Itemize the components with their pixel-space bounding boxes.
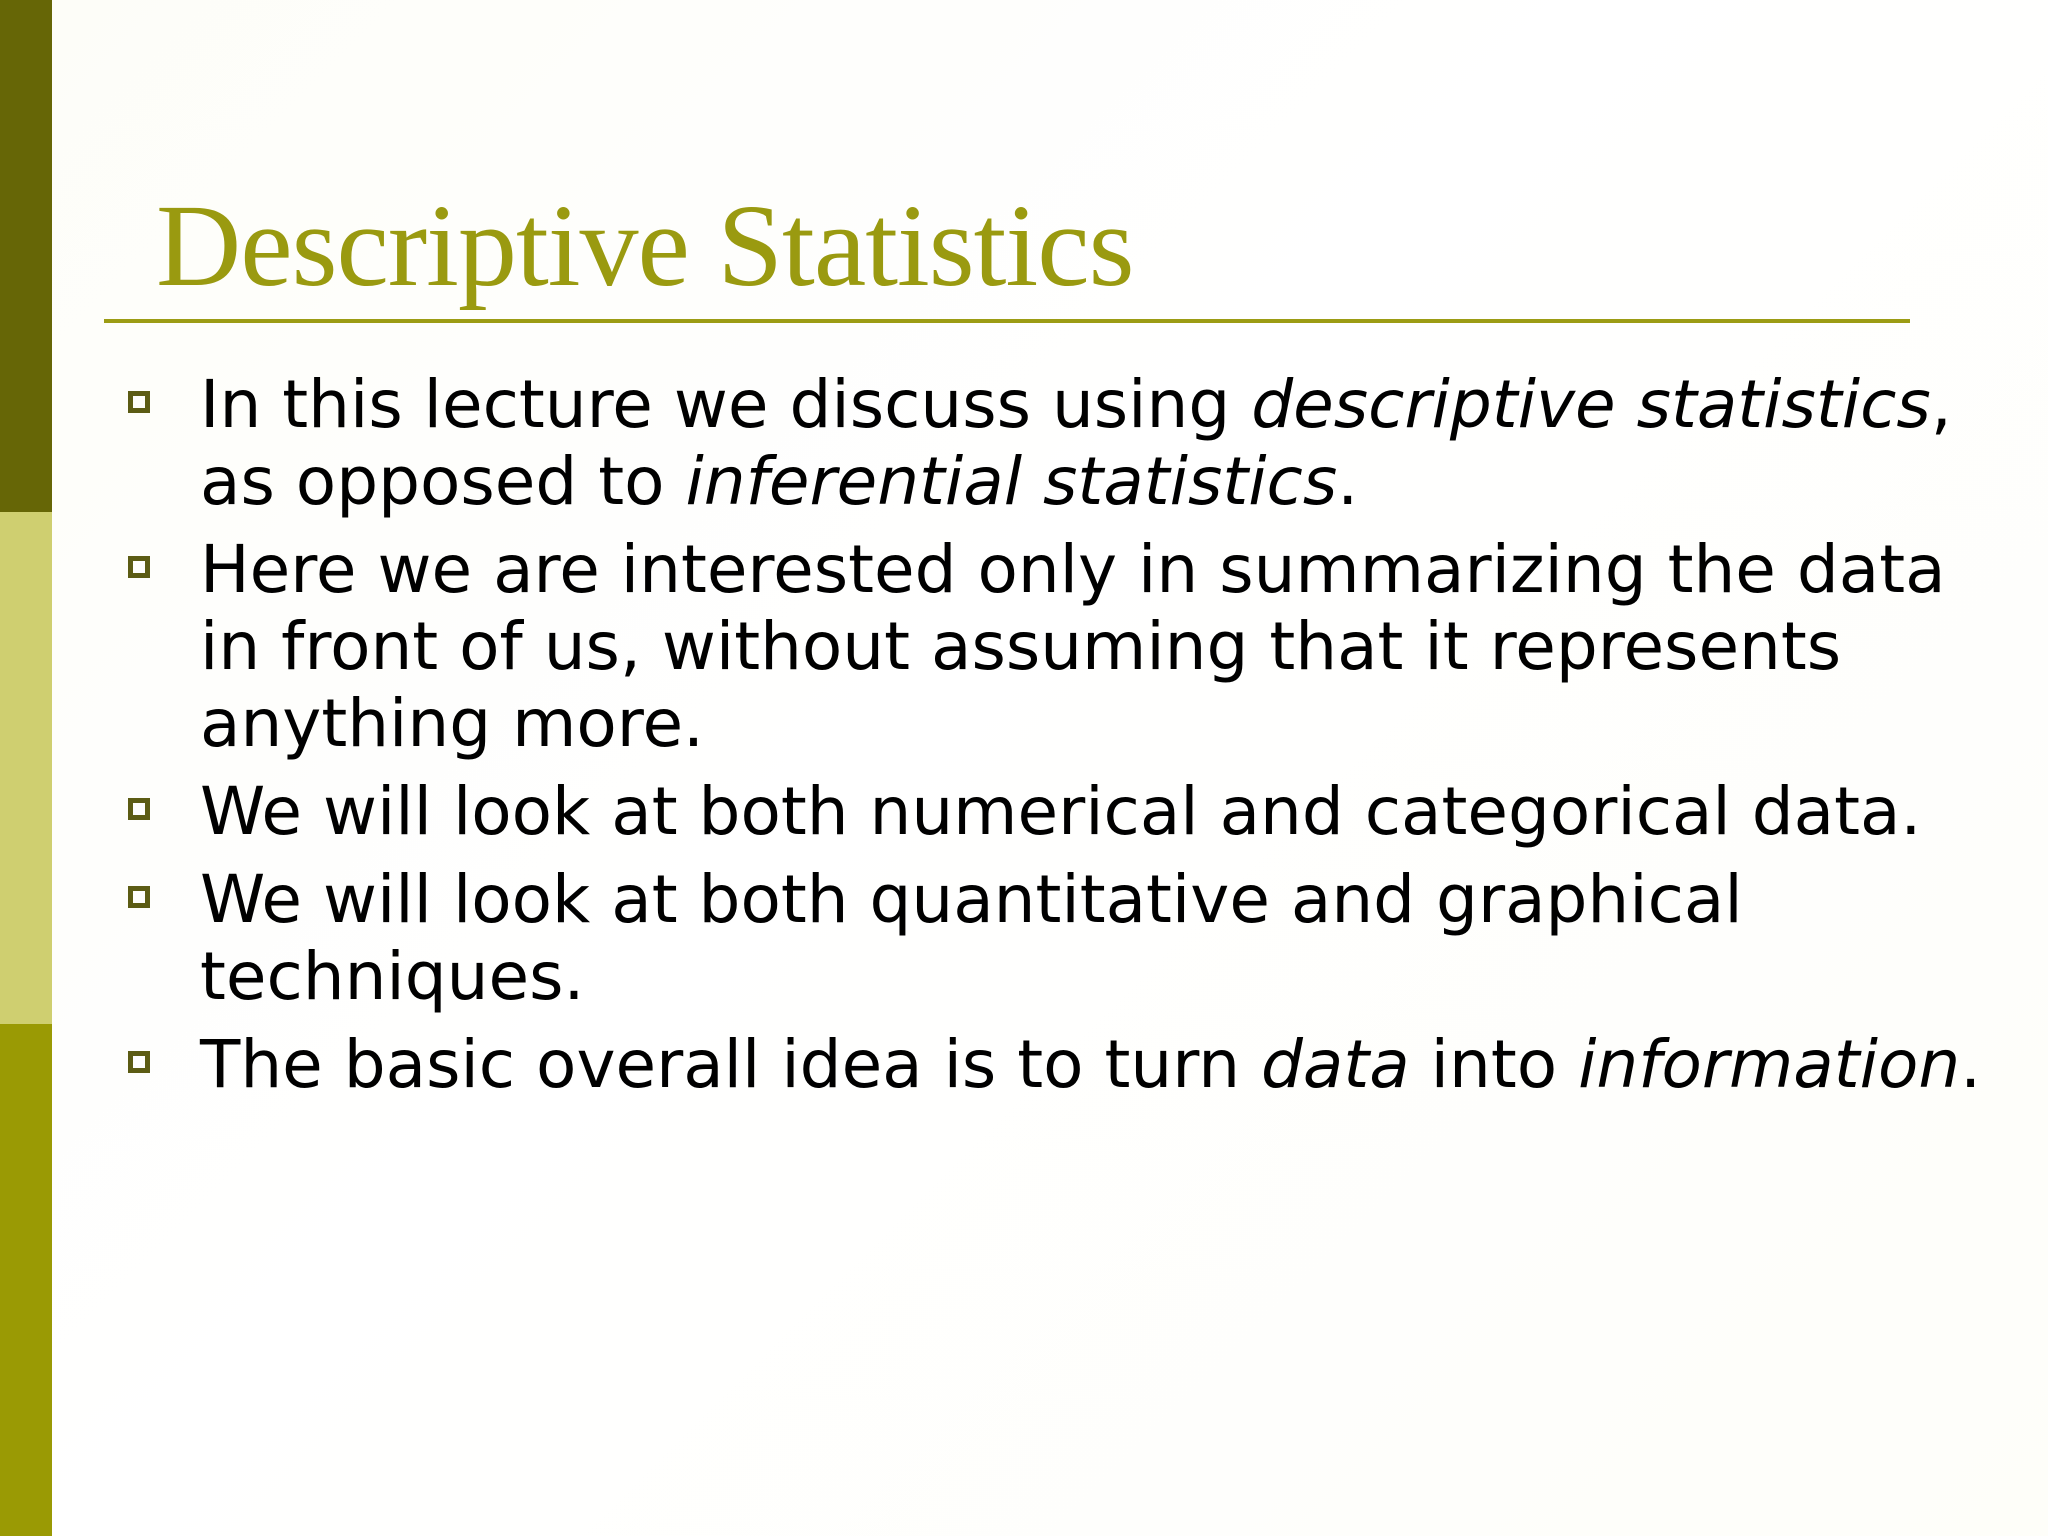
slide-title: Descriptive Statistics [156, 180, 1134, 311]
bullet-item [0, 1026, 1990, 1103]
bullet-item [0, 773, 1990, 850]
hollow-square-bullet-icon [128, 391, 150, 413]
hollow-square-bullet-icon [128, 1051, 150, 1073]
bullet-item [0, 531, 1990, 762]
bullet-text [200, 1026, 1981, 1103]
emphasized-term: data [1261, 1026, 1410, 1103]
hollow-square-bullet-icon [128, 556, 150, 578]
bullet-text-segment: We will look at both quantitative and graphical techniques. [200, 861, 1743, 1015]
bullet-text [200, 366, 1952, 520]
bullet-text-segment: We will look at both numerical and categorical data. [200, 773, 1922, 850]
bullet-text-segment: Here we are interested only in summarizing the data in front of us, without assuming that it represents anything more. [200, 531, 1946, 762]
emphasized-term: descriptive statistics [1251, 366, 1931, 443]
bullet-text [200, 531, 1946, 762]
bullet-text-segment: . [1337, 443, 1359, 520]
emphasized-term: information [1578, 1026, 1961, 1103]
bullet-text [200, 773, 1921, 850]
emphasized-term: inferential statistics [685, 443, 1338, 520]
bullet-item [0, 366, 1990, 520]
hollow-square-bullet-icon [128, 798, 150, 820]
title-underline-rule [104, 319, 1910, 323]
bullet-text-segment: . [1960, 1026, 1982, 1103]
bullet-item [0, 861, 1990, 1015]
bullet-text-segment: into [1409, 1026, 1579, 1103]
bullet-text-segment: The basic overall idea is to turn [200, 1026, 1262, 1103]
bullet-text-segment: In this lecture we discuss using [200, 366, 1252, 443]
bullet-list [0, 366, 1990, 1114]
bullet-text-segment: , as opposed to [200, 366, 1952, 520]
hollow-square-bullet-icon [128, 886, 150, 908]
bullet-text [200, 861, 1743, 1015]
